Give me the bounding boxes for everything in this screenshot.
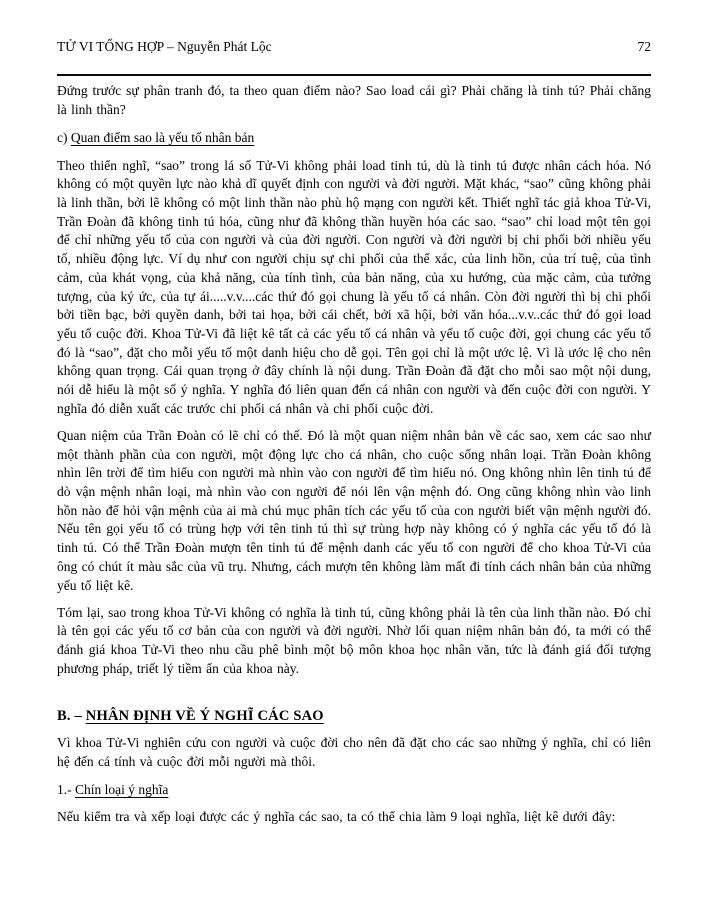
paragraph-quan-niem: Quan niệm của Trần Đoàn có lẽ chỉ có thế. Đó là một quan niệm nhân bản về các sao, xem các sao như một thành phần của con người, một động lực cho cá nhân, cho cuộc sống nhân loại. Trần Đoàn không nhìn lên trời để tìm hiểu con người mà nhìn vào con người để tìm hiểu nó. Ong không nhìn lên tinh tú để dò vận mệnh nhân loại, mà nhìn vào con người để nói lên vận mệnh đó. Ong cũng không nhìn vào linh hồn nào để hỏi vận mệnh của ai mà chú mục phân tích các yếu tố của con người biết vận mệnh người đó. Nếu tên gọi yếu tố có trùng hợp với tên tinh tú thì sự trùng hợp này không có ý nghĩa các yếu tố đó là tinh tú. Có thể Trần Đoàn mượn tên tinh tú để mệnh danh các yếu tố con người để cho khoa Tử-Vi của ông có chút ít màu sắc của vũ trụ. Nhưng, cách mượn tên không làm mất đi tính cách nhân bản của những yếu tố liệt kê. — [57, 427, 651, 593]
section-c-prefix: c) — [57, 130, 71, 146]
section-b-prefix: B. – — [57, 707, 86, 724]
paragraph-neu-kiem: Nếu kiểm tra và xếp loại được các ý nghĩa các sao, ta có thể chia làm 9 loại nghĩa, liệt kê dưới đây: — [57, 809, 616, 825]
section-c-title: Quan điểm sao là yếu tố nhân bản — [70, 130, 255, 146]
subsection-1-heading — [57, 781, 651, 800]
paragraph-vi-khoa: Vì khoa Tử-Vi nghiên cứu con người và cuộc đời cho nên đã đặt cho các sao những ý nghĩa, chỉ có liên hệ đến cá tính và cuộc đời mỗi người mà thôi. — [57, 734, 651, 769]
page-number: 72 — [637, 39, 651, 54]
section-b-title: NHÂN ĐỊNH VỀ Ý NGHĨ CÁC SAO — [85, 707, 324, 724]
running-title: TỬ VI TỔNG HỢP – Nguyễn Phát Lộc — [57, 39, 272, 54]
subsection-1-title: Chín loại ý nghĩa — [75, 782, 169, 798]
intro-paragraph: Đứng trước sự phân tranh đó, ta theo quan điểm nào? Sao load cái gì? Phải chăng là tinh tú? Phải chăng là linh thần? — [57, 83, 651, 117]
paragraph-sao-definition: Theo thiển nghĩ, “sao” trong lá số Tử-Vi không phải load tinh tú, dù là tinh tú được nhân cách hóa. Nó không có một quyền lực nào khả dĩ quyết định con người và đời người. Mặt khác, “sao” cũng không phải là linh thần, bởi lẽ không có một linh thần nào phù hộ mạng con người kết. Thiết nghĩ tác giả khoa Tử-Vi, Trần Đoàn đã không tinh tú hóa, cũng như đã không thần huyền hóa các sao. “sao” chỉ load một tên gọi để chỉ những yếu tố của con người và của đời người. Con người và đời người bị chi phối bởi nhiều yếu tố, nhiều động lực. Ví dụ như con người chịu sự chi phối của thể xác, của linh hồn, của trí tuệ, của tình cảm, của khát vọng, của khả năng, của tính tình, của bản năng, của xu hướng, của mặc cảm, của tưởng tượng, của ký ức, của tự ái.....v.v....các thứ đó gọi chung là yếu tố cá nhân. Còn đời người thì bị chi phối bởi tiền bạc, bởi quyền danh, bởi tai họa, bởi cái chết, bởi xã hội, bởi văn hóa...v.v..các thứ đó gọi load yếu tố cuộc đời. Khoa Tử-Vi đã liệt kê tất cả các yếu tố cá nhân và yếu tố cuộc đời, gọi chung các yếu tố đó là “sao”, đặt cho mỗi yếu tố một danh hiệu cho dễ gọi. Tên gọi chỉ là một ước lệ. Vì là ước lệ cho nên không quan trọng. Cái quan trọng ở đây chính là nội dung. Trần Đoàn đã đặt cho mỗi sao một nội dung, nói dễ hiểu là một số ý nghĩa. Y nghĩa đó liên quan đến cá nhân con người và đến cuộc đời con người. Y nghĩa đó diễn xuất các trước chi phối cá nhân và chi phối cuộc đời. — [57, 157, 651, 416]
subsection-1-prefix: 1.- — [57, 782, 75, 798]
section-c-heading — [57, 129, 651, 148]
header-rule — [57, 74, 651, 76]
paragraph-tom-lai: Tóm lại, sao trong khoa Tử-Vi không có nghĩa là tinh tú, cũng không phải là tên của linh thần nào. Đó chỉ là tên gọi các yếu tố cơ bản của con người và đời người. Nhờ lối quan niệm nhân bản đó, ta mới có thể đánh giá khoa Tử-Vi theo nhu cầu phê bình một bộ môn khoa học nhân văn, tức là đánh giá đối tượng phương pháp, triết lý tiềm ẩn của khoa này. — [57, 604, 651, 676]
section-b-heading — [57, 707, 651, 726]
page-header — [57, 38, 651, 55]
